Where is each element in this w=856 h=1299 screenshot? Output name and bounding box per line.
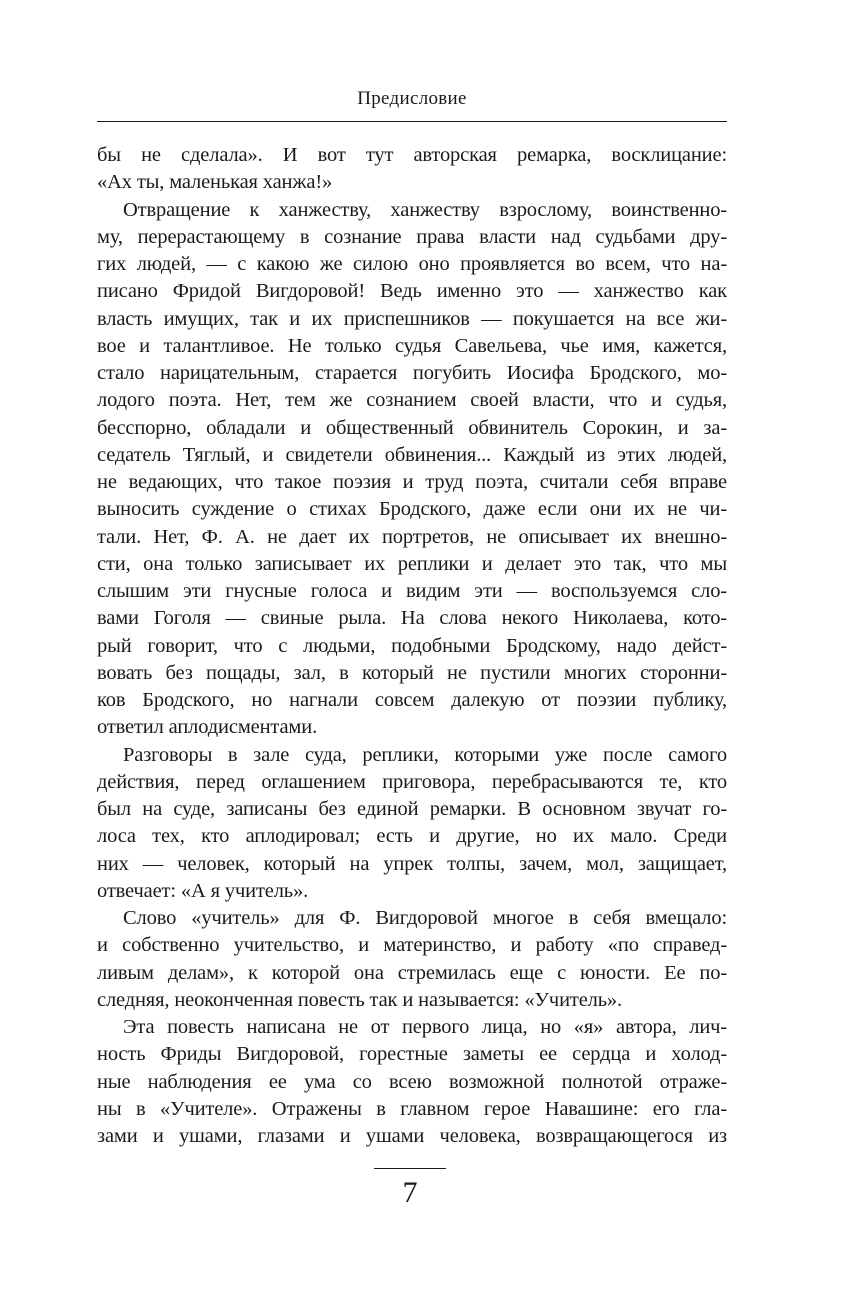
text-line: писано Фридой Вигдоровой! Ведь именно это — ханжество как <box>97 280 727 303</box>
text-line: стало нарицательным, старается погубить Иосифа Бродского, мо- <box>97 362 727 384</box>
text-line: зами и ушами, глазами и ушами человека, возвращающегося из <box>97 1125 727 1147</box>
text-line: Слово «учитель» для Ф. Вигдоровой многое в себя вмещало: <box>123 907 727 929</box>
text-line: «Ах ты, маленькая ханжа!» <box>97 171 333 194</box>
text-line: не ведающих, что такое поэзия и труд поэта, считали себя вправе <box>97 471 727 493</box>
text-line: них — человек, который на упрек толпы, зачем, мол, защищает, <box>97 852 727 875</box>
text-line: сти, она только записывает их реплики и делает это так, что мы <box>97 552 727 575</box>
text-line: был на суде, записаны без единой ремарки. В основном звучат го- <box>97 798 727 820</box>
text-line: бесспорно, обладали и общественный обвинитель Сорокин, и за- <box>97 416 727 439</box>
text-line: гих людей, — с какою же силою оно проявляется во всем, что на- <box>97 253 727 275</box>
text-line: выносить суждение о стихах Бродского, даже если они их не чи- <box>97 498 727 521</box>
header-rule <box>97 121 727 122</box>
footer-rule <box>374 1168 446 1169</box>
text-line: му, перерастающему в сознание права власти над судьбами дру- <box>97 225 727 248</box>
text-line: бы не сделала». И вот тут авторская ремарка, восклицание: <box>97 144 727 166</box>
text-line: ответил аплодисментами. <box>97 716 318 739</box>
text-line: Отвращение к ханжеству, ханжеству взрослому, воинственно- <box>123 198 727 221</box>
text-line: ность Фриды Вигдоровой, горестные заметы ее сердца и холод- <box>97 1043 727 1066</box>
text-line: ные наблюдения ее ума со всею возможной полнотой отраже- <box>97 1070 727 1093</box>
text-line: вами Гоголя — свиные рыла. На слова некого Николаева, кото- <box>97 607 727 630</box>
text-line: тали. Нет, Ф. А. не дает их портретов, не описывает их внешно- <box>97 525 727 548</box>
text-line: власть имущих, так и их приспешников — покушается на все жи- <box>97 307 727 330</box>
text-line: лодого поэта. Нет, тем же сознанием своей власти, что и судья, <box>97 389 727 412</box>
text-line: ны в «Учителе». Отражены в главном герое Навашине: его гла- <box>97 1097 727 1120</box>
text-line: вовать без пощады, зал, в который не пустили многих сторонни- <box>97 661 727 684</box>
text-line: ливым делам», к которой она стремилась еще с юности. Ее по- <box>97 961 727 984</box>
page-number: 7 <box>402 1176 418 1209</box>
text-line: лоса тех, кто аплодировал; есть и другие, но их мало. Среди <box>97 825 727 848</box>
text-line: слышим эти гнусные голоса и видим эти — воспользуемся сло- <box>97 580 727 602</box>
text-line: отвечает: «А я учитель». <box>97 879 309 902</box>
text-line: следняя, неоконченная повесть так и называется: «Учитель». <box>97 988 623 1011</box>
text-line: рый говорит, что с людьми, подобными Бродскому, надо дейст- <box>97 634 727 657</box>
text-line: вое и талантливое. Не только судья Савельева, чье имя, кажется, <box>97 334 727 357</box>
text-line: действия, перед оглашением приговора, перебрасываются те, кто <box>97 770 727 793</box>
text-line: седатель Тяглый, и свидетели обвинения... Каждый из этих людей, <box>97 443 727 466</box>
text-line: ков Бродского, но нагнали совсем далекую от поэзии публику, <box>97 689 727 711</box>
text-line: Эта повесть написана не от первого лица, но «я» автора, лич- <box>123 1016 727 1038</box>
text-line: Разговоры в зале суда, реплики, которыми уже после самого <box>123 743 727 766</box>
text-line: и собственно учительство, и материнство, и работу «по справед- <box>97 934 727 957</box>
running-header: Предисловие <box>357 88 467 109</box>
body-text <box>97 142 727 1150</box>
